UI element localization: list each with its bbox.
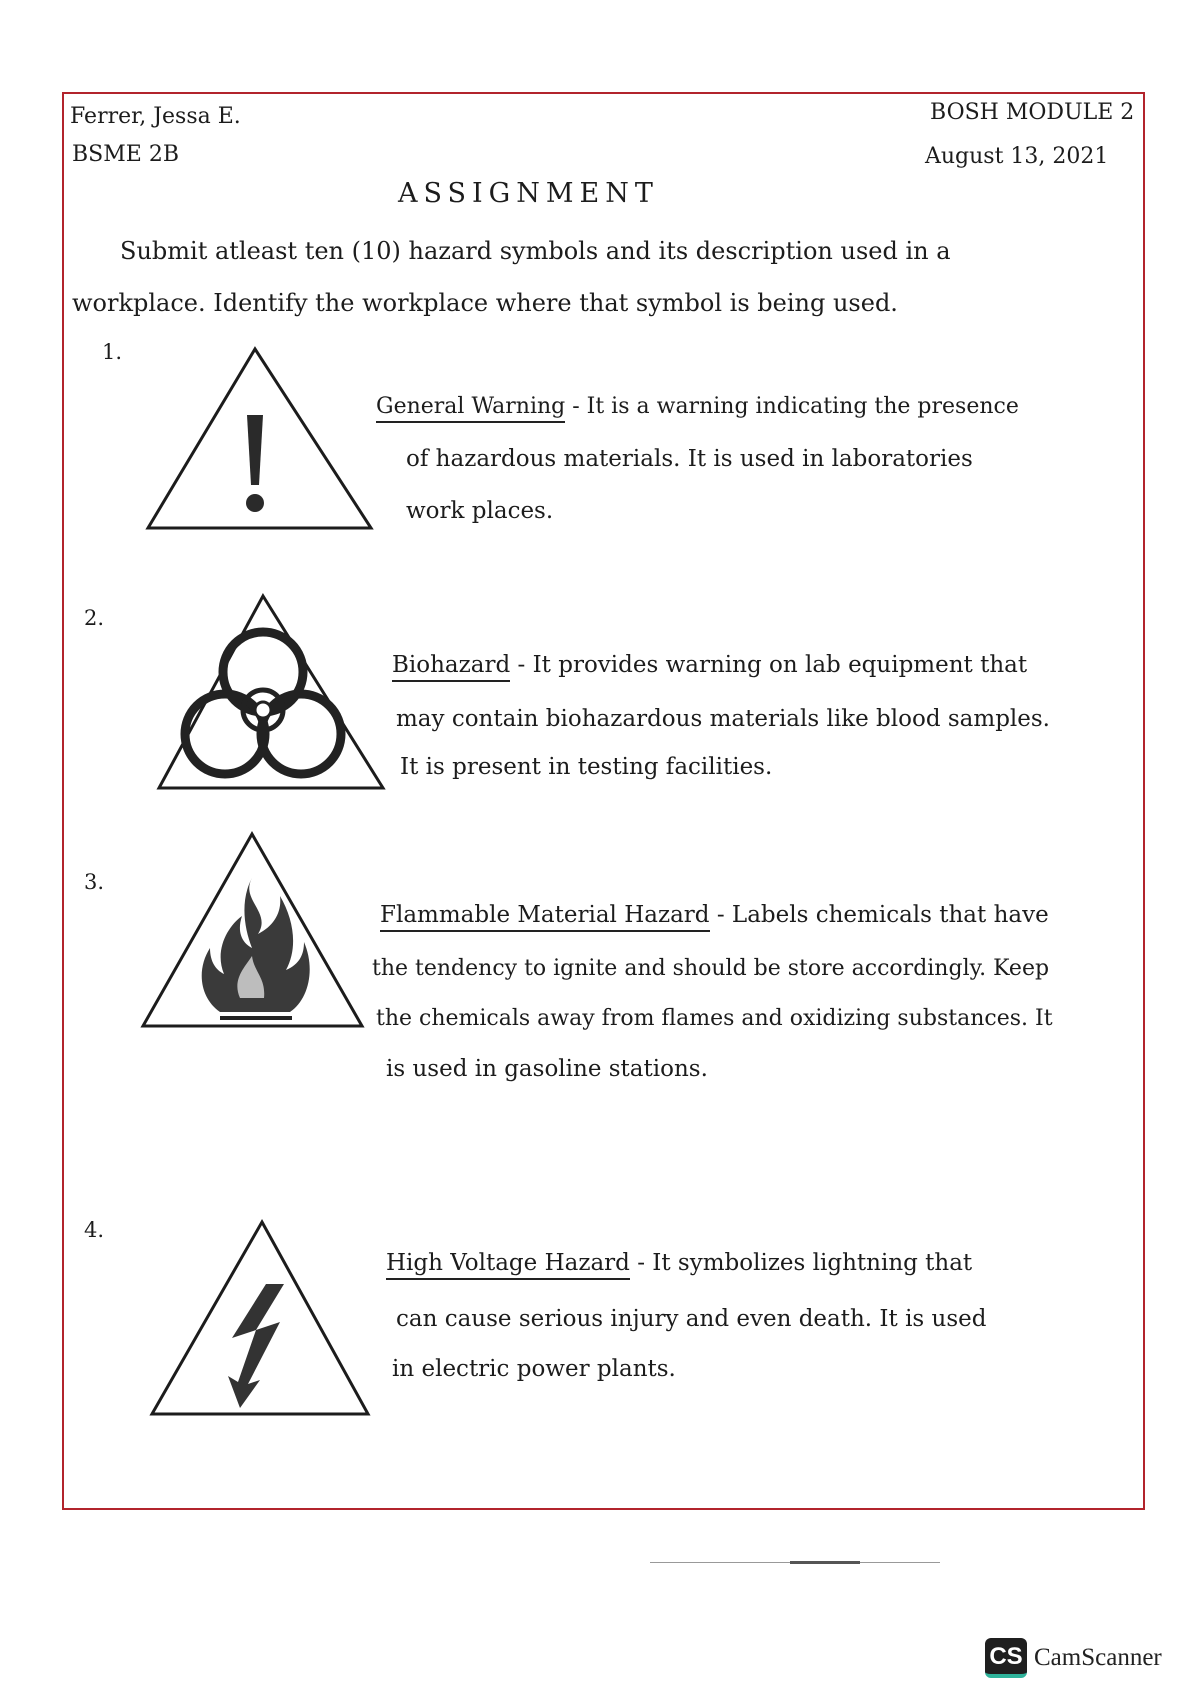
- student-name: Ferrer, Jessa E.: [70, 104, 241, 129]
- item-3-line-2: the tendency to ignite and should be store accordingly. Keep: [372, 956, 1050, 981]
- scan-artifact-mark: [790, 1561, 860, 1564]
- biohazard-icon: [155, 592, 387, 792]
- lightning-bolt-icon: [148, 1218, 372, 1418]
- item-number-3: 3.: [84, 870, 105, 894]
- item-4-line-2: can cause serious injury and even death. It is used: [396, 1306, 987, 1332]
- flame-icon: [140, 830, 365, 1030]
- instructions-line-2: workplace. Identify the workplace where that symbol is being used.: [72, 289, 898, 317]
- item-2-line-1: [392, 640, 1027, 690]
- item-3-line-1: [380, 890, 1049, 940]
- item-3-desc-1: - Labels chemicals that have: [716, 902, 1049, 928]
- instructions-line-1: Submit atleast ten (10) hazard symbols and its description used in a: [120, 237, 951, 265]
- item-2-line-2: may contain biohazardous materials like blood samples.: [396, 706, 1050, 732]
- camscanner-label: CamScanner: [1034, 1644, 1162, 1671]
- item-1-line-3: work places.: [406, 498, 554, 524]
- item-3-line-4: is used in gasoline stations.: [386, 1056, 708, 1082]
- item-1-term: General Warning: [376, 394, 565, 423]
- item-3-term: Flammable Material Hazard: [380, 902, 710, 932]
- item-2-desc-1: - It provides warning on lab equipment that: [517, 652, 1028, 678]
- item-4-term: High Voltage Hazard: [386, 1250, 630, 1280]
- item-4-line-1: [386, 1238, 972, 1288]
- item-1-desc-1: - It is a warning indicating the presence: [572, 394, 1019, 419]
- exclamation-warning-icon: [145, 345, 375, 535]
- item-4-line-3: in electric power plants.: [392, 1356, 676, 1382]
- item-4-desc-1: - It symbolizes lightning that: [637, 1250, 973, 1276]
- item-number-4: 4.: [84, 1218, 105, 1242]
- module-label: BOSH MODULE 2: [930, 100, 1135, 125]
- item-number-1: 1.: [102, 340, 123, 364]
- camscanner-logo: CS: [985, 1638, 1027, 1678]
- item-2-line-3: It is present in testing facilities.: [400, 754, 773, 780]
- item-1-line-1: [376, 382, 1019, 432]
- student-section: BSME 2B: [72, 142, 179, 167]
- item-2-term: Biohazard: [392, 652, 510, 682]
- item-3-line-3: the chemicals away from flames and oxidizing substances. It: [376, 1006, 1053, 1031]
- submission-date: August 13, 2021: [925, 144, 1109, 169]
- item-number-2: 2.: [84, 606, 105, 630]
- item-1-line-2: of hazardous materials. It is used in laboratories: [406, 446, 973, 472]
- page-title: ASSIGNMENT: [398, 178, 659, 209]
